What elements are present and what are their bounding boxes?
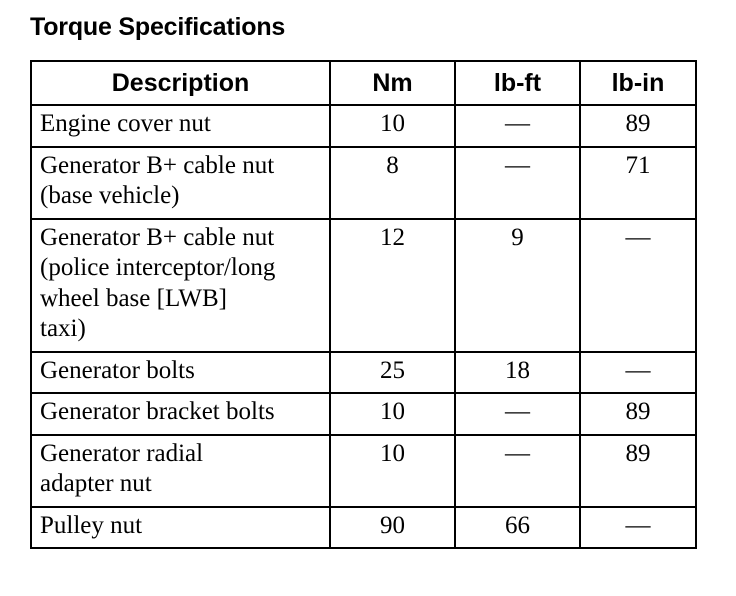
column-header-lb-in: lb-in [580,61,696,105]
table-row [31,352,696,394]
cell-lb-in: — [580,507,696,549]
cell-lb-ft: — [455,435,580,507]
cell-nm: 10 [330,435,455,507]
table-row [31,435,696,507]
cell-description: Engine cover nut [31,105,330,147]
column-header-nm: Nm [330,61,455,105]
cell-description: Generator bracket bolts [31,393,330,435]
cell-nm: 25 [330,352,455,394]
cell-nm: 10 [330,105,455,147]
torque-spec-table [30,60,697,549]
table-row [31,393,696,435]
cell-lb-in: 89 [580,435,696,507]
cell-lb-in: 89 [580,105,696,147]
cell-lb-in: — [580,352,696,394]
column-header-lb-ft: lb-ft [455,61,580,105]
table-row [31,105,696,147]
cell-lb-ft: — [455,147,580,219]
cell-lb-ft: 9 [455,219,580,352]
cell-nm: 8 [330,147,455,219]
cell-nm: 90 [330,507,455,549]
cell-lb-in: 71 [580,147,696,219]
cell-lb-ft: 18 [455,352,580,394]
cell-nm: 12 [330,219,455,352]
table-header-row [31,61,696,105]
cell-description: Generator radial adapter nut [31,435,330,507]
cell-description: Generator B+ cable nut (base vehicle) [31,147,330,219]
cell-lb-ft: — [455,105,580,147]
cell-description: Generator bolts [31,352,330,394]
cell-nm: 10 [330,393,455,435]
cell-description: Generator B+ cable nut (police interceptor/long wheel base [LWB] taxi) [31,219,330,352]
table-row [31,507,696,549]
cell-lb-in: 89 [580,393,696,435]
table-row [31,219,696,352]
column-header-description: Description [31,61,330,105]
cell-lb-in: — [580,219,696,352]
cell-lb-ft: — [455,393,580,435]
cell-lb-ft: 66 [455,507,580,549]
cell-description: Pulley nut [31,507,330,549]
page-title: Torque Specifications [30,13,286,41]
table-row [31,147,696,219]
